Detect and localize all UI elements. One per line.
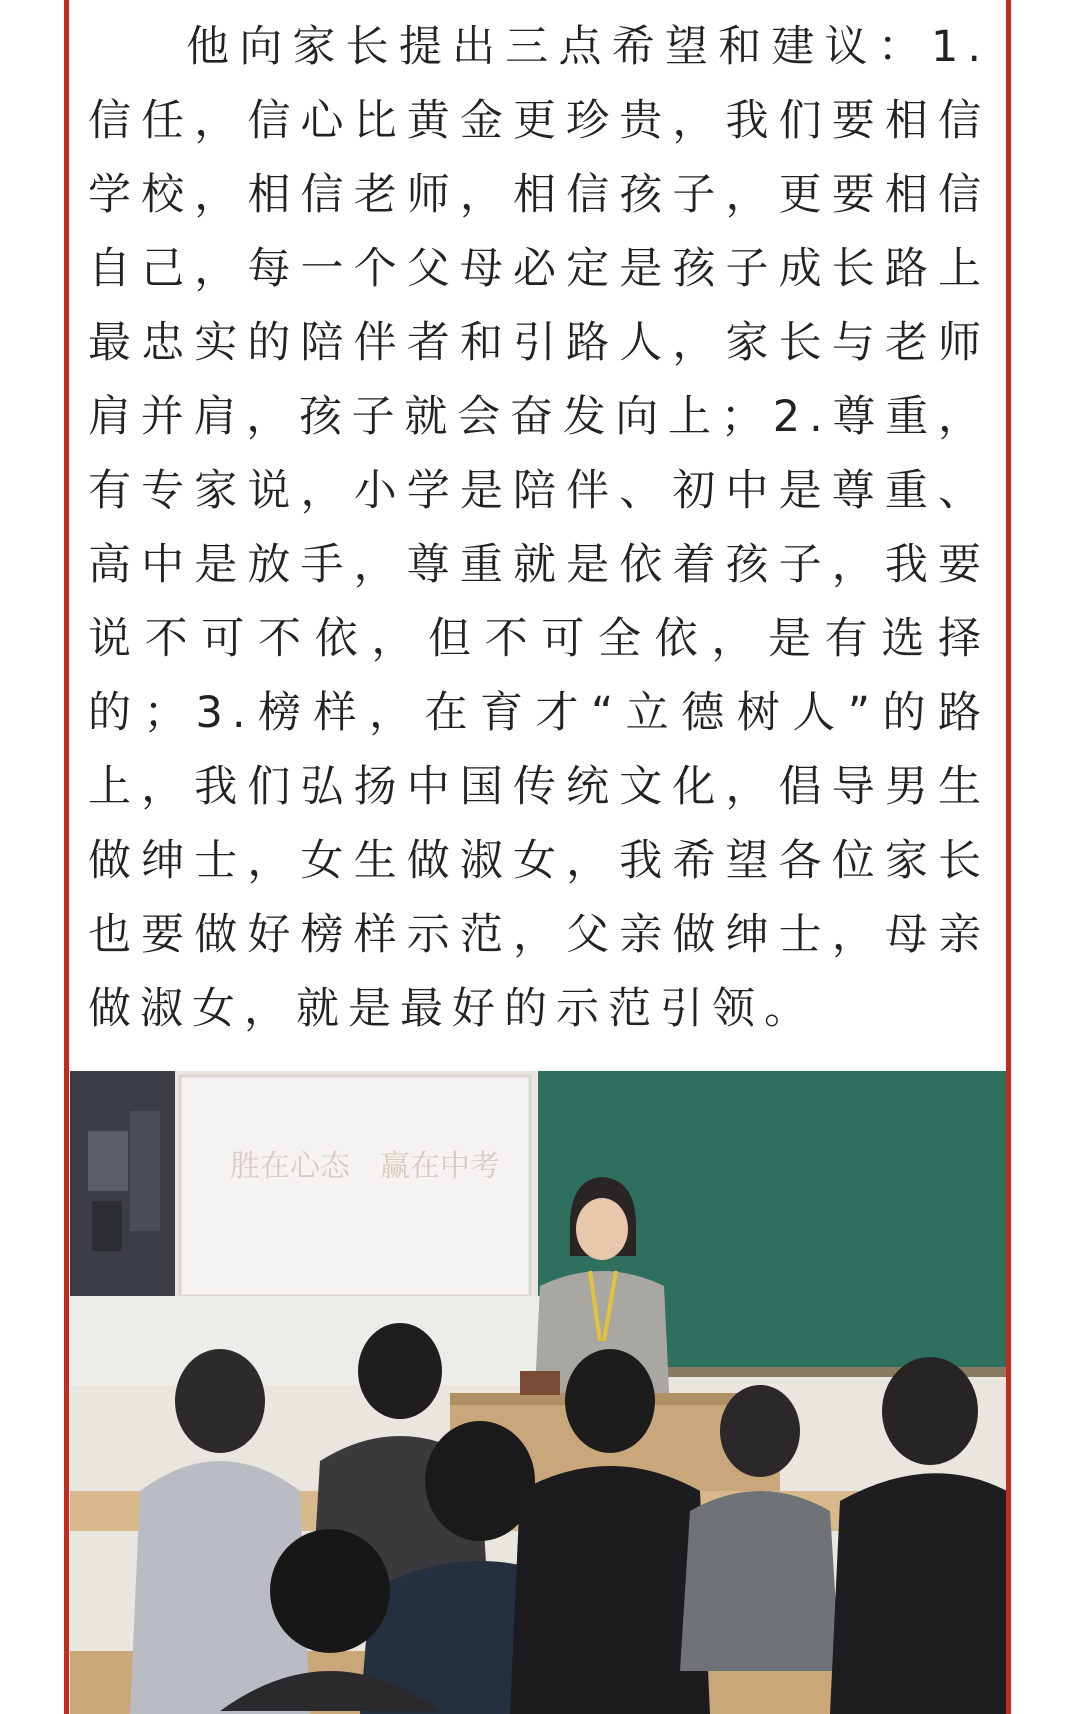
classroom-photo [70, 1071, 1007, 1714]
classroom-photo-scene [70, 1071, 1007, 1714]
projector-screen-text: 胜在心态 赢在中考 [230, 1149, 500, 1184]
projector-screen [180, 1076, 530, 1296]
article-frame [64, 0, 1011, 1714]
article-paragraph: 他向家长提出三点希望和建议：1.信任，信心比黄金更珍贵，我们要相信学校，相信老师，相信孩子，更要相信自己，每一个父母必定是孩子成长路上最忠实的陪伴者和引路人，家长与老师肩并肩，孩子就会奋发向上；2.尊重，有专家说，小学是陪伴、初中是尊重、高中是放手，尊重就是依着孩子，我要说不可不依，但不可全依，是有选择的；3.榜样，在育才“立德树人”的路上，我们弘扬中国传统文化，倡导男生做绅士，女生做淑女，我希望各位家长也要做好榜样示范，父亲做绅士，母亲做淑女，就是最好的示范引领。 [88, 22, 990, 1034]
